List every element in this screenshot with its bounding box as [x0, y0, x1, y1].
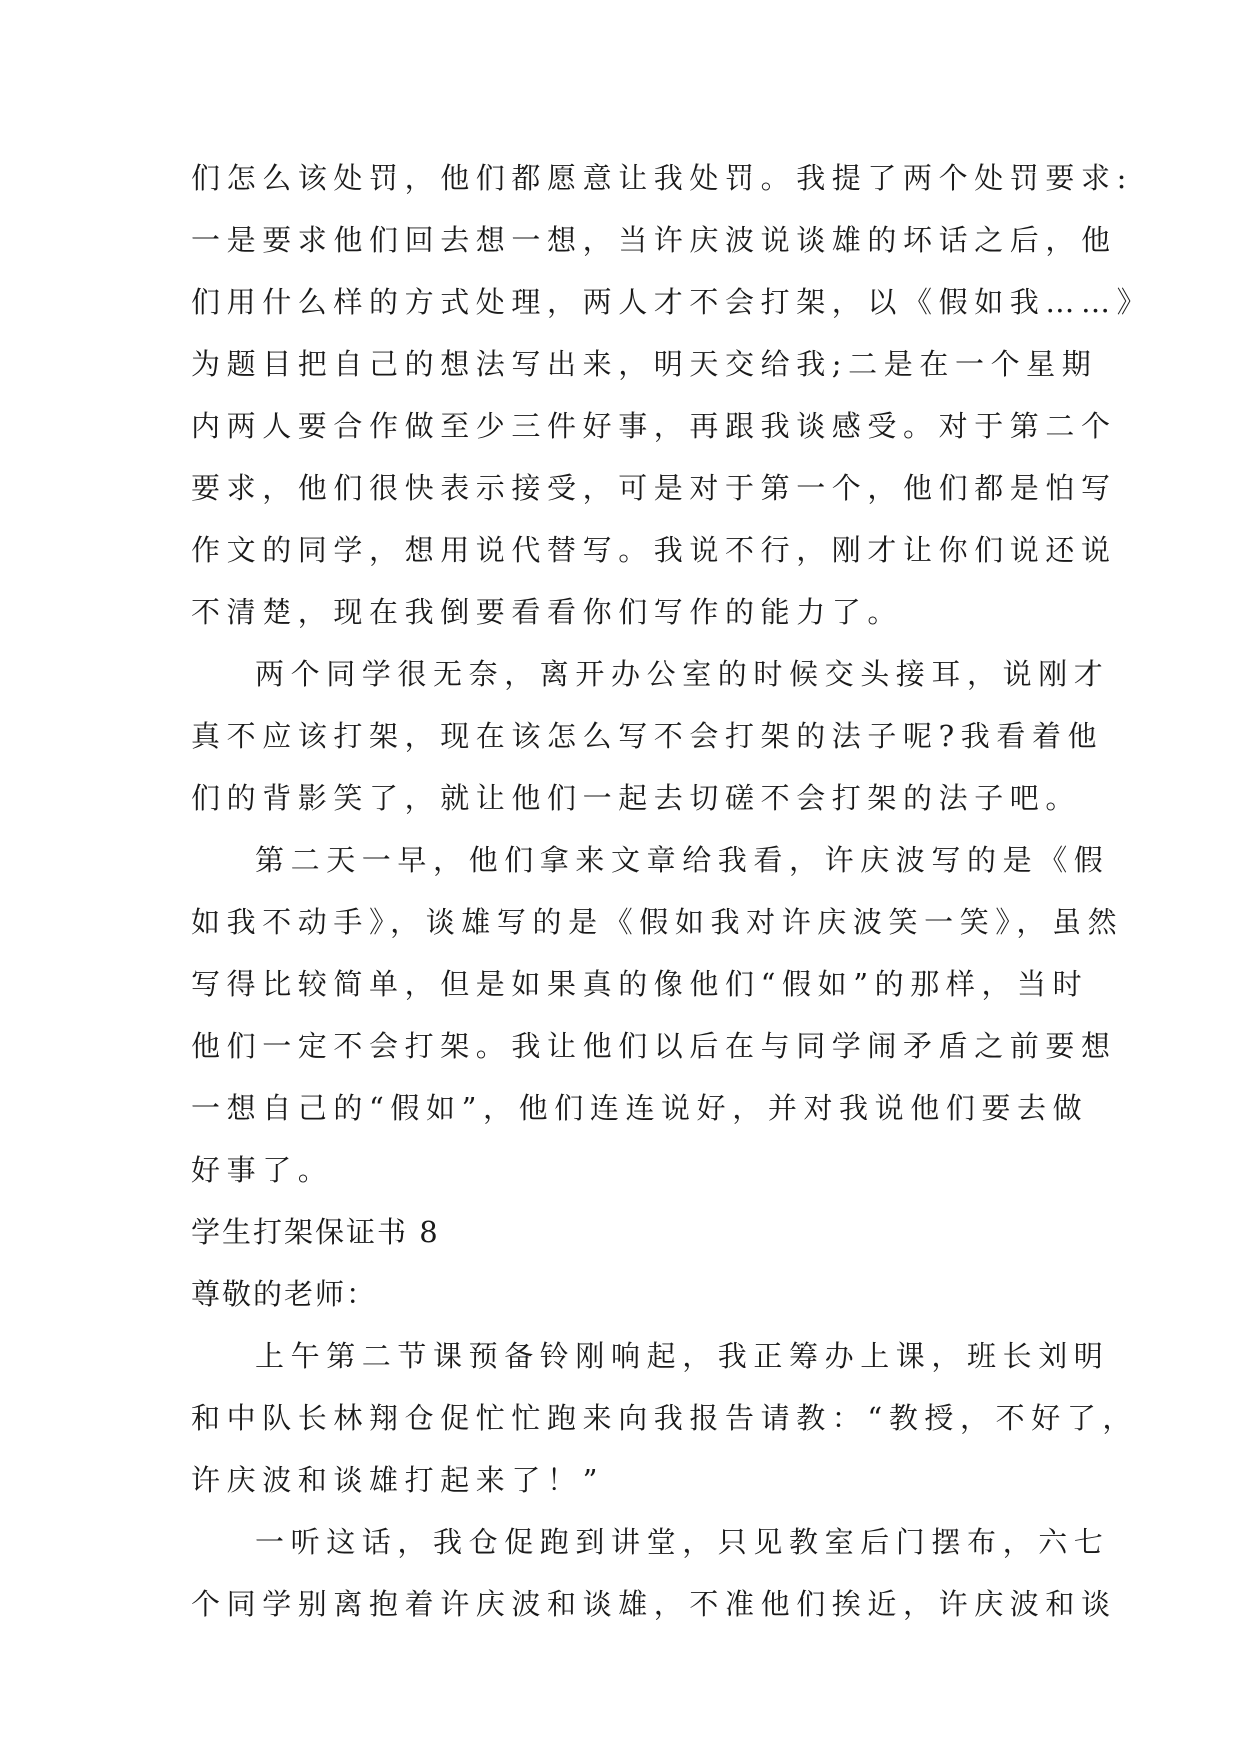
text-line: 们怎么该处罚，他们都愿意让我处罚。我提了两个处罚要求: — [191, 161, 1133, 195]
text-line: 作文的同学，想用说代替写。我说不行，刚才让你们说还说 — [191, 533, 1117, 567]
text-line: 写得比较简单，但是如果真的像他们“假如”的那样，当时 — [191, 967, 1089, 1001]
text-line: 们的背影笑了，就让他们一起去切磋不会打架的法子吧。 — [191, 781, 1082, 815]
text-line: 如我不动手》，谈雄写的是《假如我对许庆波笑一笑》，虽然 — [191, 905, 1124, 939]
text-line: 上午第二节课预备铃刚响起，我正筹办上课，班长刘明 — [255, 1339, 1110, 1373]
text-line: 为题目把自己的想法写出来，明天交给我;二是在一个星期 — [191, 347, 1098, 381]
text-line: 好事了。 — [191, 1153, 334, 1187]
text-line: 两个同学很无奈，离开办公室的时候交头接耳，说刚才 — [255, 657, 1110, 691]
text-line: 一想自己的“假如”，他们连连说好，并对我说他们要去做 — [191, 1091, 1089, 1125]
text-line: 第二天一早，他们拿来文章给我看，许庆波写的是《假 — [255, 843, 1110, 877]
section-heading: 学生打架保证书 8 — [191, 1215, 440, 1249]
text-line: 和中队长林翔仓促忙忙跑来向我报告请教：“教授，不好了， — [191, 1401, 1139, 1435]
text-line: 要求，他们很快表示接受，可是对于第一个，他们都是怕写 — [191, 471, 1117, 505]
text-line: 许庆波和谈雄打起来了！” — [191, 1463, 605, 1497]
text-line: 个同学别离抱着许庆波和谈雄，不准他们挨近，许庆波和谈 — [191, 1587, 1117, 1621]
text-line: 们用什么样的方式处理，两人才不会打架，以《假如我……》 — [191, 285, 1153, 319]
text-line: 一是要求他们回去想一想，当许庆波说谈雄的坏话之后，他 — [191, 223, 1117, 257]
text-line: 内两人要合作做至少三件好事，再跟我谈感受。对于第二个 — [191, 409, 1117, 443]
text-line: 不清楚，现在我倒要看看你们写作的能力了。 — [191, 595, 904, 629]
text-line: 一听这话，我仓促跑到讲堂，只见教室后门摆布，六七 — [255, 1525, 1110, 1559]
salutation: 尊敬的老师： — [191, 1277, 378, 1311]
text-line: 他们一定不会打架。我让他们以后在与同学闹矛盾之前要想 — [191, 1029, 1117, 1063]
text-line: 真不应该打架，现在该怎么写不会打架的法子呢?我看着他 — [191, 719, 1104, 753]
